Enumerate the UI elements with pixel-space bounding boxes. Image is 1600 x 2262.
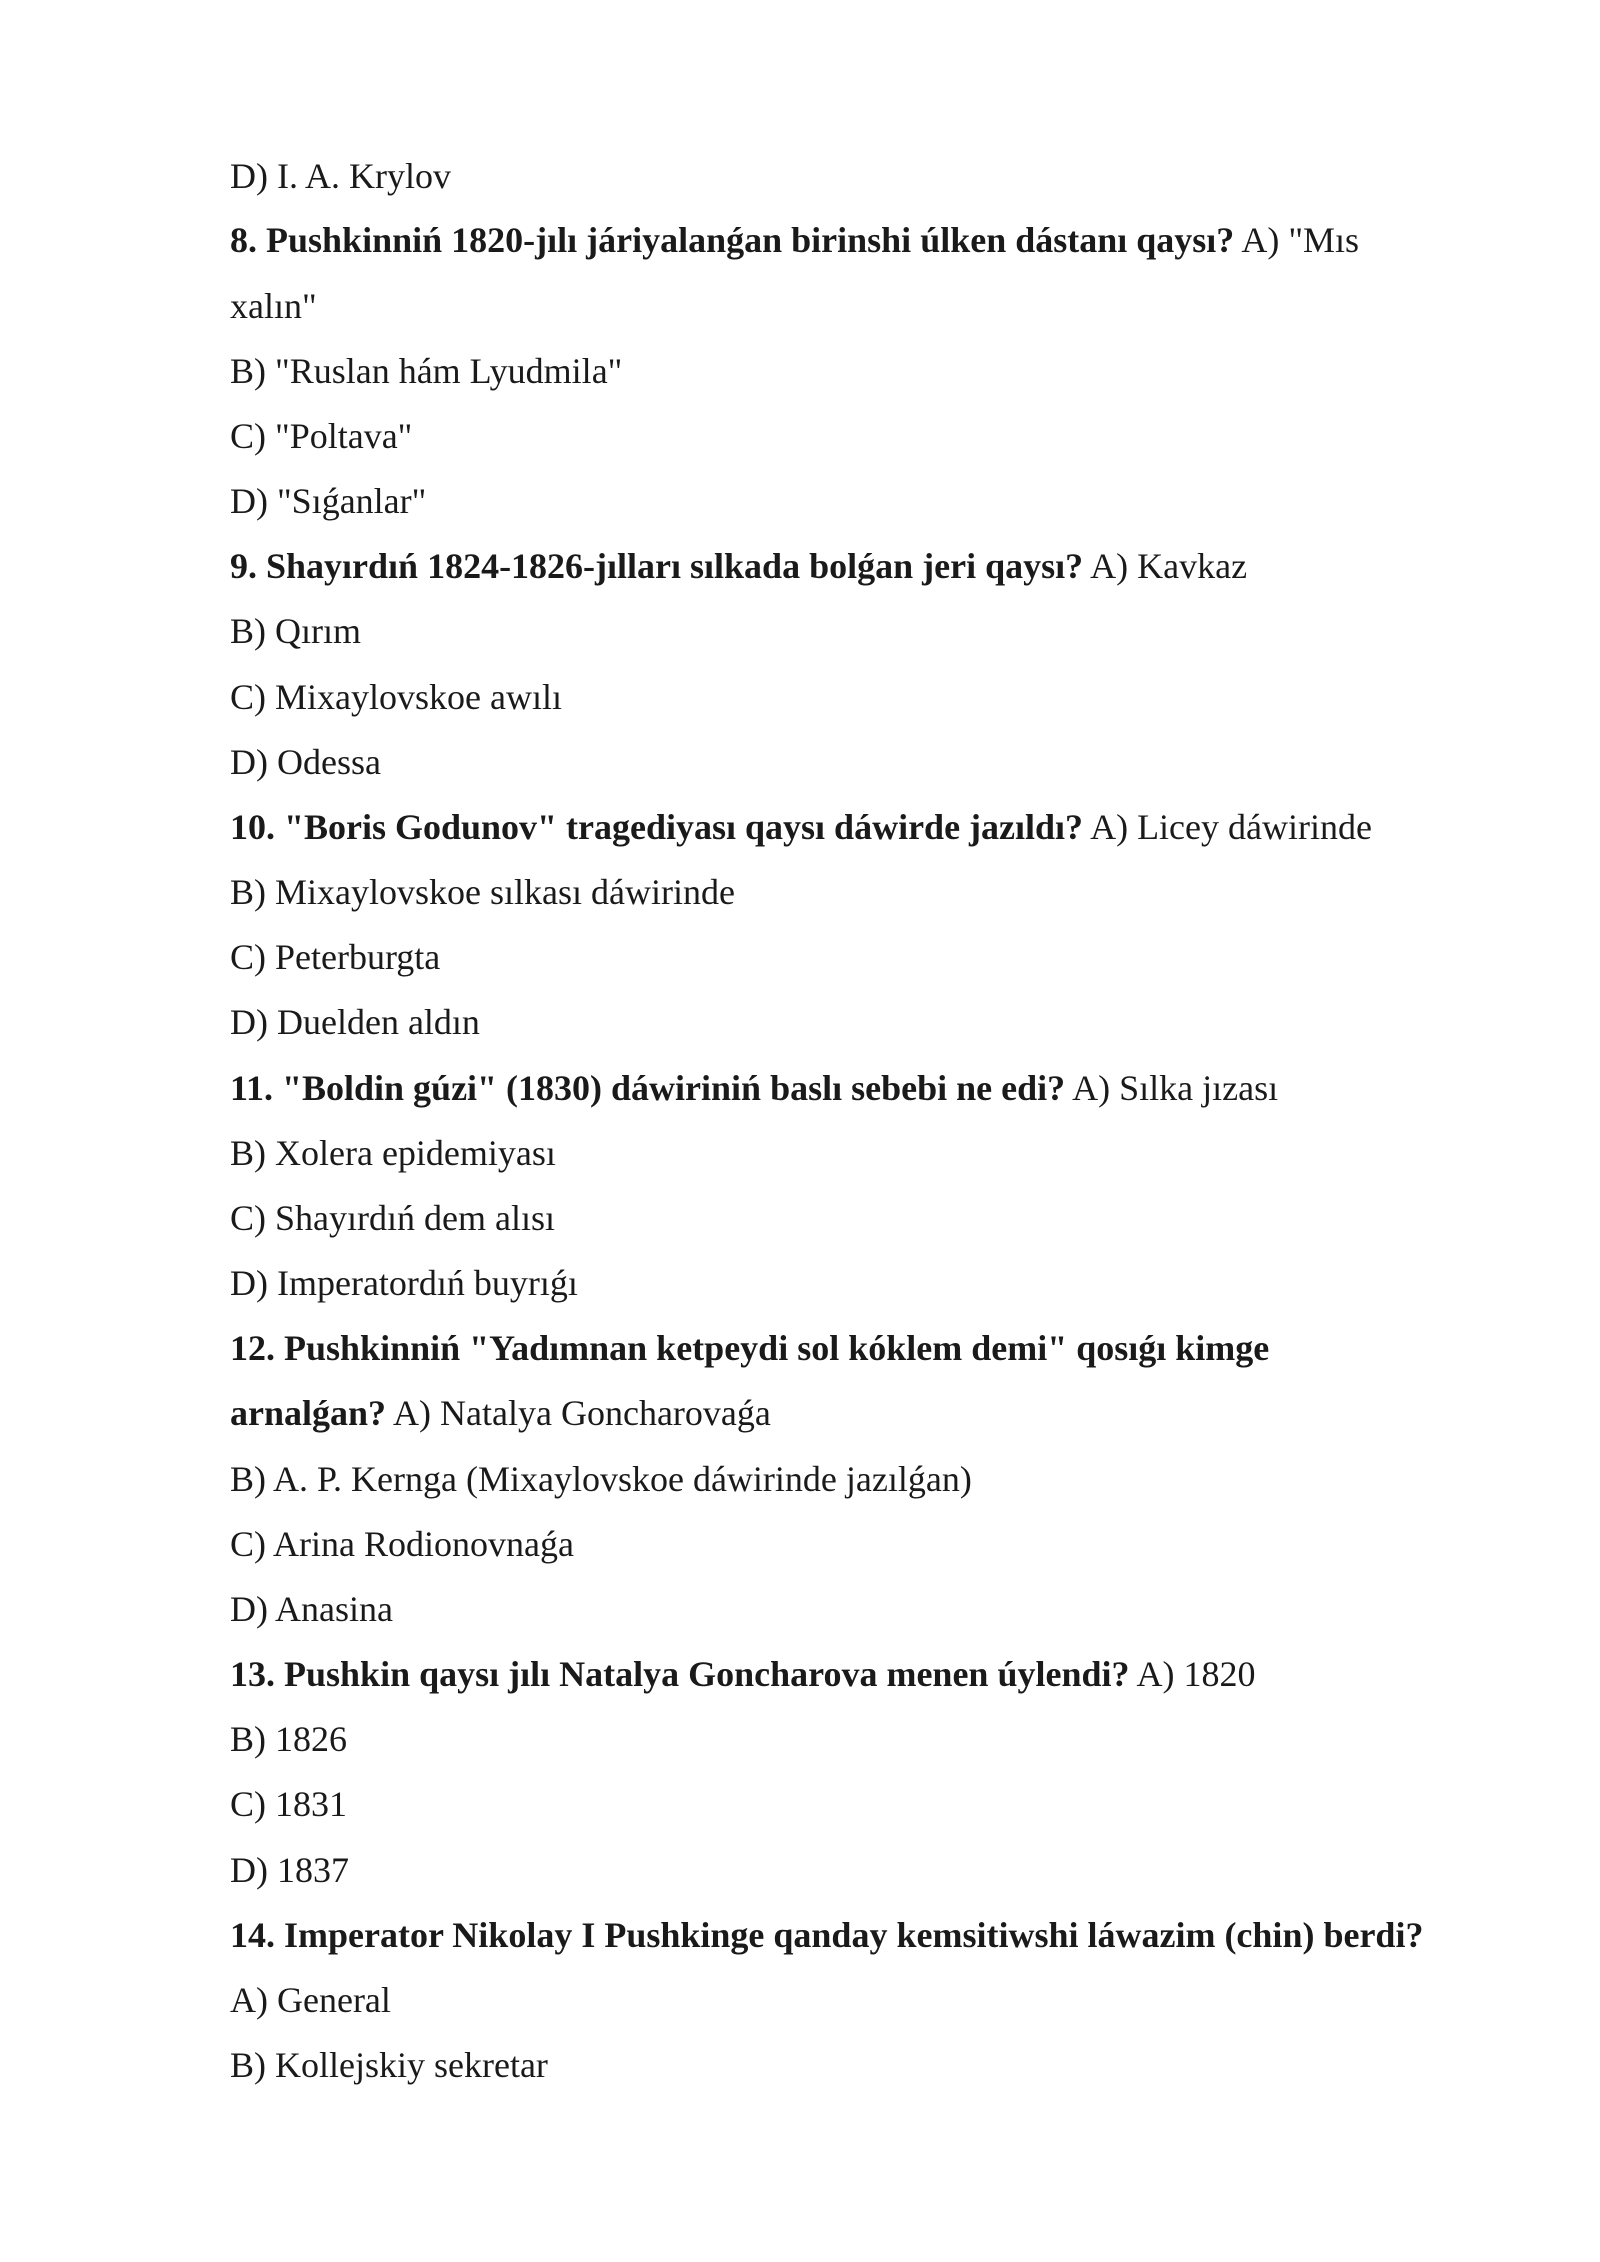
- text-line: [230, 1196, 1530, 1240]
- answer-text: C) Peterburgta: [230, 937, 441, 977]
- text-line: [230, 1391, 1530, 1435]
- answer-text: A) Licey dáwirinde: [1083, 807, 1372, 847]
- answer-text: D) I. A. Krylov: [230, 156, 451, 196]
- answer-text: D) Anasina: [230, 1589, 393, 1629]
- text-line: [230, 479, 1530, 523]
- answer-text: D) Imperatordıń buyrıǵı: [230, 1263, 578, 1303]
- text-line: [230, 935, 1530, 979]
- text-line: [230, 675, 1530, 719]
- question-text: 9. Shayırdıń 1824-1826-jılları sılkada bolǵan jeri qaysı?: [230, 546, 1084, 586]
- answer-text: A) General: [230, 1980, 391, 2020]
- question-text: 14. Imperator Nikolay I Pushkinge qanday kemsitiwshi láwazim (chin) berdi?: [230, 1915, 1424, 1955]
- text-line: [230, 1782, 1530, 1826]
- question-text: 12. Pushkinniń "Yadımnan ketpeydi sol kóklem demi" qosıǵı kimge: [230, 1328, 1270, 1368]
- answer-text: xalın": [230, 286, 317, 326]
- text-line: [230, 740, 1530, 784]
- question-text: arnalǵan?: [230, 1393, 387, 1433]
- question-text: 10. "Boris Godunov" tragediyası qaysı dáwirde jazıldı?: [230, 807, 1084, 847]
- answer-text: B) 1826: [230, 1719, 347, 1759]
- text-line: [230, 609, 1530, 653]
- text-line: [230, 1522, 1530, 1566]
- text-line: [230, 1457, 1530, 1501]
- answer-text: B) Qırım: [230, 611, 361, 651]
- answer-text: C) Mixaylovskoe awılı: [230, 677, 562, 717]
- answer-text: C) "Poltava": [230, 416, 413, 456]
- text-line: [230, 544, 1530, 588]
- answer-text: D) 1837: [230, 1850, 349, 1890]
- answer-text: C) 1831: [230, 1784, 347, 1824]
- answer-text: D) Duelden aldın: [230, 1002, 480, 1042]
- text-line: [230, 2043, 1530, 2087]
- answer-text: B) A. P. Kernga (Mixaylovskoe dáwirinde jazılǵan): [230, 1459, 972, 1499]
- text-line: [230, 1652, 1530, 1696]
- answer-text: C) Shayırdıń dem alısı: [230, 1198, 555, 1238]
- answer-text: D) "Sıǵanlar": [230, 481, 427, 521]
- answer-text: D) Odessa: [230, 742, 381, 782]
- text-line: [230, 1261, 1530, 1305]
- text-line: [230, 1848, 1530, 1892]
- answer-text: A) Natalya Goncharovaǵa: [386, 1393, 771, 1433]
- question-text: 11. "Boldin gúzi" (1830) dáwiriniń baslı sebebi ne edi?: [230, 1068, 1066, 1108]
- answer-text: C) Arina Rodionovnaǵa: [230, 1524, 574, 1564]
- text-line: [230, 1717, 1530, 1761]
- text-line: [230, 218, 1530, 262]
- text-line: [230, 1066, 1530, 1110]
- answer-text: B) Kollejskiy sekretar: [230, 2045, 548, 2085]
- answer-text: A) "Mıs: [1234, 220, 1360, 260]
- answer-text: B) "Ruslan hám Lyudmila": [230, 351, 623, 391]
- question-text: 8. Pushkinniń 1820-jılı járiyalanǵan birinshi úlken dástanı qaysı?: [230, 220, 1235, 260]
- answer-text: B) Xolera epidemiyası: [230, 1133, 556, 1173]
- text-line: [230, 805, 1530, 849]
- text-line: [230, 1587, 1530, 1631]
- answer-text: A) Kavkaz: [1083, 546, 1248, 586]
- answer-text: A) 1820: [1129, 1654, 1256, 1694]
- text-line: [230, 1000, 1530, 1044]
- text-line: [230, 414, 1530, 458]
- answer-text: B) Mixaylovskoe sılkası dáwirinde: [230, 872, 735, 912]
- question-text: 13. Pushkin qaysı jılı Natalya Goncharova menen úylendi?: [230, 1654, 1130, 1694]
- text-line: [230, 1913, 1530, 1957]
- text-line: [230, 154, 1530, 198]
- text-line: [230, 870, 1530, 914]
- text-line: [230, 284, 1530, 328]
- text-line: [230, 1326, 1530, 1370]
- text-line: [230, 349, 1530, 393]
- text-line: [230, 1978, 1530, 2022]
- answer-text: A) Sılka jızası: [1065, 1068, 1279, 1108]
- text-line: [230, 1131, 1530, 1175]
